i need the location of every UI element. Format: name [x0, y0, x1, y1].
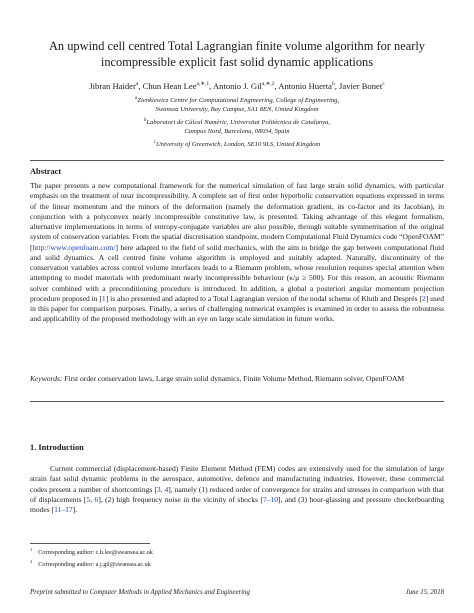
affiliation-mark: a: [134, 95, 138, 101]
author-list: Jibran Haider$^a$, Chun Hean Lee$^{a,∗,1}$, Antonio J. Gil$^{a,∗,2}$, Antonio Huerta$^b$, Javier Bonet$^c$: [89, 81, 385, 91]
affiliation-mark: c: [153, 139, 156, 145]
intro-part: ].: [72, 505, 78, 514]
citation-link[interactable]: 5, 6: [86, 494, 99, 504]
footnote-2: [30, 558, 444, 568]
intro-part: ], namely (1) reduced order of convergence for strains and stresses in comparison with that of displacements [: [30, 484, 444, 504]
footnote-mark: 2: [30, 558, 33, 564]
citation-link[interactable]: 2: [421, 293, 426, 303]
keywords-label: Keywords:: [30, 374, 63, 383]
abstract-bottom-rule: [30, 401, 444, 402]
affiliation-line: Campus Nord, Barcelona, 08034, Spain: [184, 128, 290, 136]
author-name: Chun Hean Lee: [142, 81, 197, 91]
abstract-part: ] used in this paper for comparison purposes. Finally, a series of challenging numerical examples is examined in order to assess the robustness and applicability of the proposed methodology with an eye on large scale simulation in future works.: [30, 293, 444, 324]
footnote-text: Corresponding author: a.j.gil@swansea.ac.uk: [38, 561, 151, 568]
author-mark: b: [331, 81, 335, 88]
citation-link[interactable]: 7–10: [262, 494, 278, 504]
page-footer: [30, 589, 444, 596]
title-line-1: An upwind cell centred Total Lagrangian finite volume algorithm for nearly: [48, 39, 425, 53]
author-name: Jibran Haider: [89, 81, 136, 91]
affiliation-b: [80, 118, 394, 136]
abstract-text: [30, 181, 444, 325]
affiliation-line: Laboratori de Càlcul Numèric, Universitat Politècnica de Catalunya,: [146, 119, 331, 126]
keywords: [30, 374, 444, 384]
author-mark: a,∗,2: [261, 81, 275, 88]
openfoam-link[interactable]: http://www.openfoam.com/: [32, 242, 116, 252]
author-mark: c: [382, 81, 385, 88]
paper-title: [30, 38, 444, 70]
footnote-text: Corresponding author: c.h.lee@swansea.ac.uk: [38, 549, 153, 556]
affiliation-line: Zienkiewicz Centre for Computational Engineering, College of Engineering,: [137, 97, 340, 104]
keywords-text: First order conservation laws, Large strain solid dynamics, Finite Volume Method, Riemann solver, OpenFOAM: [62, 374, 405, 383]
footnote-rule: [30, 543, 150, 544]
affiliation-a: [80, 96, 394, 114]
author-name: Antonio J. Gil: [212, 81, 262, 91]
citation-link[interactable]: 1: [101, 293, 106, 303]
footnote-mark: 1: [30, 546, 33, 552]
abstract-part: ] is also presented and adapted to a Total Lagrangian version of the nodal scheme of Kluth and Després [: [105, 293, 422, 303]
affiliation-c: [80, 140, 394, 149]
abstract-part: The paper presents a new computational framework for the numerical simulation of fast large strain solid dynamics, with particular emphasis on the treatment of near incompressibility. A complete set of first order hyperbolic conservation equations expressed in terms of the linear momentum and the minors of the deformation (namely the deformation gradient, its co-factor and its Jacobian), in conjunction with a polyconvex nearly incompressible constitutive law, is presented. Taking advantage of this elegant formalism, alternative implementations in terms of entropy-conjugate variables are also possible, through suitable symmetrisation of the original system of conservation variables. From the spatial discretisation standpoint, modern Computational Fluid Dynamics code “OpenFOAM” [: [30, 181, 444, 252]
affiliation-mark: b: [143, 117, 147, 123]
author-name: Javier Bonet: [339, 81, 383, 91]
title-line-2: incompressible explicit fast solid dynamic applications: [100, 55, 374, 69]
abstract-heading: Abstract: [30, 167, 62, 176]
author-name: Antonio Huerta: [278, 81, 332, 91]
footer-journal: Preprint submitted to Computer Methods in Applied Mechanics and Engineering: [30, 589, 250, 596]
footer-date: June 15, 2018: [405, 589, 444, 596]
intro-part: Current commercial (displacement-based) Finite Element Method (FEM) codes are extensively used for the simulation of large strain fast solid dynamic problems in the aerospace, automotive, defence and manufacturing industries. However, these commercial codes present a number of shortcomings [: [30, 464, 444, 494]
footnote-1: [30, 546, 444, 556]
citation-link[interactable]: 3, 4: [156, 484, 169, 494]
affiliation-line: University of Greenwich, London, SE10 9LS, United Kingdom: [156, 141, 321, 148]
author-mark: a,∗,1: [196, 81, 210, 88]
intro-part: ], (2) high frequency noise in the vicinity of shocks [: [98, 494, 263, 504]
author-mark: a: [135, 81, 139, 88]
affiliation-line: Swansea University, Bay Campus, SA1 8EN, United Kingdom: [155, 106, 319, 114]
abstract-top-rule: [30, 160, 444, 161]
section-heading: 1. Introduction: [30, 443, 84, 452]
introduction-text: [30, 464, 444, 515]
intro-part: ], and (3) hour-glassing and pressure checkerboarding modes [: [30, 494, 444, 514]
citation-link[interactable]: 11–17: [54, 505, 73, 514]
abstract-part: ] here adapted to the field of solid mechanics, with the aim to bridge the gap between computational fluid and solid dynamics. A cell centred finite volume algorithm is employed and suitably adapted. Naturally, discontinuity of the conservation variables across control volume interfaces leads to a Riemann problem, whose resolution requires special attention when attempting to model materials with predominant nearly incompressible behaviour (κ/μ ≥ 500). For this reason, an acoustic Riemann solver combined with a preconditioning procedure is introduced. In addition, a global a posteriori angular momentum projection procedure proposed in [: [30, 242, 444, 303]
